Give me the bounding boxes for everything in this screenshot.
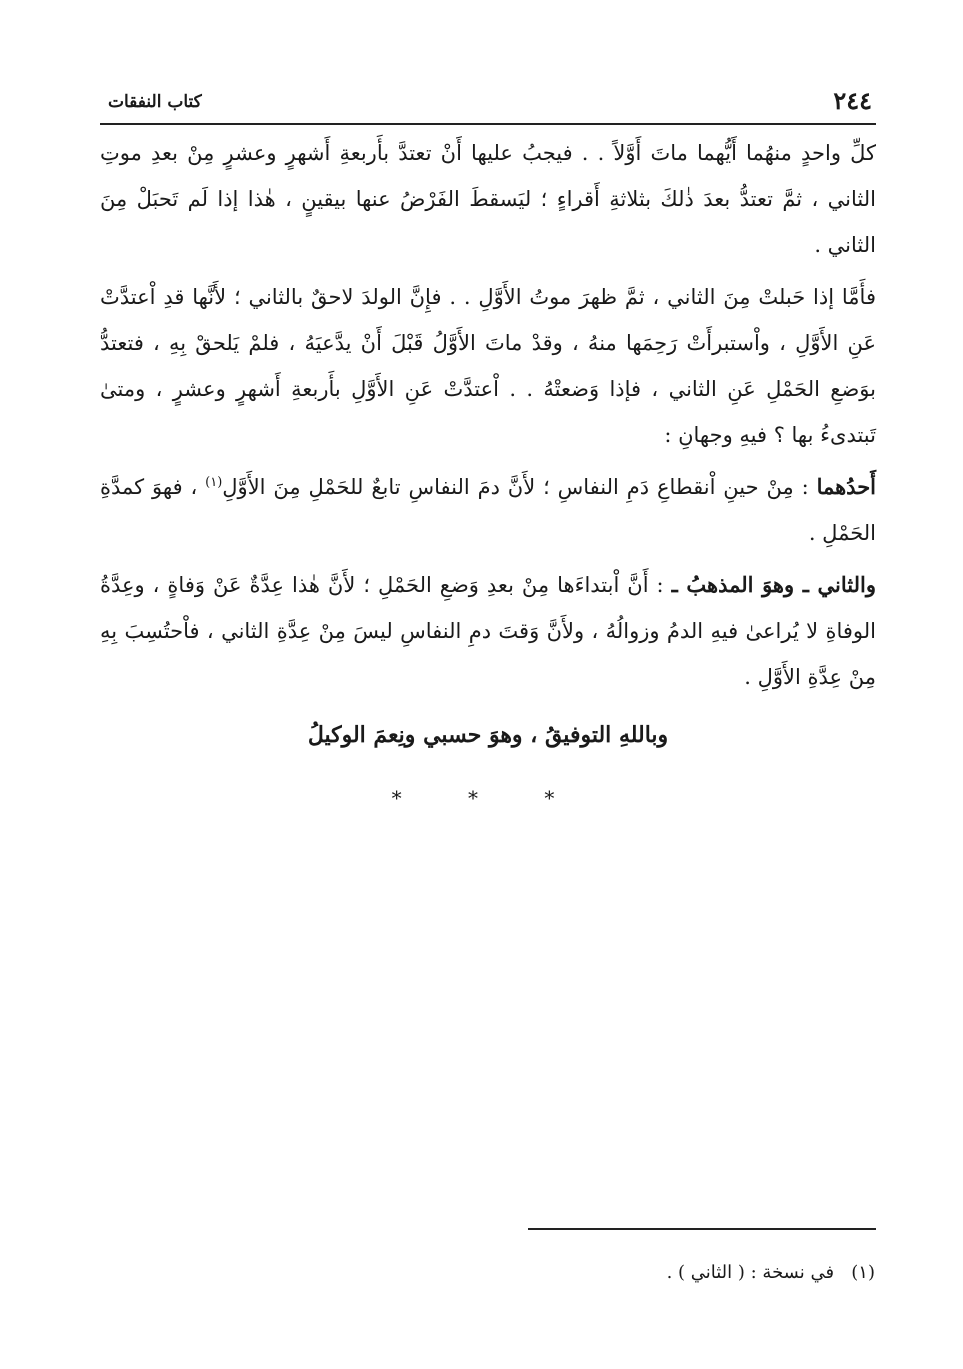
paragraph-3-lead: أَحدُهما (816, 474, 877, 499)
footnote (667, 1262, 875, 1283)
paragraph-3-text: : مِنْ حينِ اْنقطاعِ دَمِ النفاسِ ؛ لأَنَّ دمَ النفاسِ تابعٌ للحَمْلِ مِنَ الأَوَّلِ (222, 475, 809, 499)
footnote-marker: (١) (851, 1262, 875, 1283)
section-separator: * * * (391, 786, 585, 810)
paragraph-4-text: : أَنَّ اْبتداءَها مِنْ بعدِ وَضعِ الحَمْلِ ؛ لأَنَّ هٰذا عِدَّةٌ عَنْ وَفاةٍ ، وعِدَّةُ الوفاةِ لا يُراعىٰ فيهِ الدمُ وزوالُهُ ، ولأَنَّ وَقتَ دمِ النفاسِ ليسَ مِنْ عِدَّةِ الثاني ، فاْحتُسِبَ بِهِ مِنْ عِدَّةِ الأَوَّلِ . (100, 573, 876, 689)
footnote-reference[interactable]: (١) (205, 475, 223, 490)
paragraph-3-tail: ، فهوَ كمدَّةِ الحَمْلِ . (100, 475, 876, 545)
paragraph-1: كلِّ واحدٍ منهُما أَيُّهما ماتَ أَوَّلاً . . فيجبُ عليها أَنْ تعتدَّ بأَربعةِ أَشهرٍ وعشرٍ مِنْ بعدِ موتِ الثاني ، ثمَّ تعتدُّ بعدَ ذٰلكَ بثلاثةِ أَقراءٍ ؛ ليَسقطَ الفَرْضُ عنها بيقينٍ ، هٰذا إذا لَم تَحبَلْ مِنَ الثاني . (100, 141, 876, 257)
closing-formula: وباللهِ التوفيقُ ، وهوَ حسبي ونِعمَ الوكيلُ (307, 722, 669, 748)
page-number: ٢٤٤ (833, 86, 872, 115)
page-header (100, 84, 876, 120)
footnote-text: في نسخة : ( الثاني ) . (666, 1262, 835, 1283)
paragraph-3 (100, 464, 876, 556)
paragraph-4 (100, 562, 876, 700)
header-rule (100, 123, 876, 125)
paragraph-4-lead: والثاني ـ وهوَ المذهبُ ـ (671, 572, 876, 597)
paragraph-2: فأَمَّا إذا حَبلتْ مِنَ الثاني ، ثمَّ ظهرَ موتُ الأَوَّلِ . . فإِنَّ الولدَ لاحقٌ بالثاني ؛ لأَنَّها قدِ اْعتدَّتْ عَنِ الأَوَّلِ ، واْستبرأَتْ رَحِمَها منهُ ، وقدْ ماتَ الأَوَّلُ قَبْلَ أَنْ يدَّعيَهُ ، فلمْ يَلحقْ بِهِ ، فتعتدُّ بوَضعِ الحَمْلِ عَنِ الثاني ، فإذا وَضعتْهُ . . اْعتدَّتْ عَنِ الأَوَّلِ بأَربعةِ أَشهرٍ وعشرٍ ، ومتىٰ تَبتدىءُ بها ؟ فيهِ وجهانِ : (100, 285, 876, 447)
running-title: كتاب النفقات (108, 92, 202, 112)
main-text (100, 130, 876, 706)
footnote-rule (528, 1228, 876, 1230)
